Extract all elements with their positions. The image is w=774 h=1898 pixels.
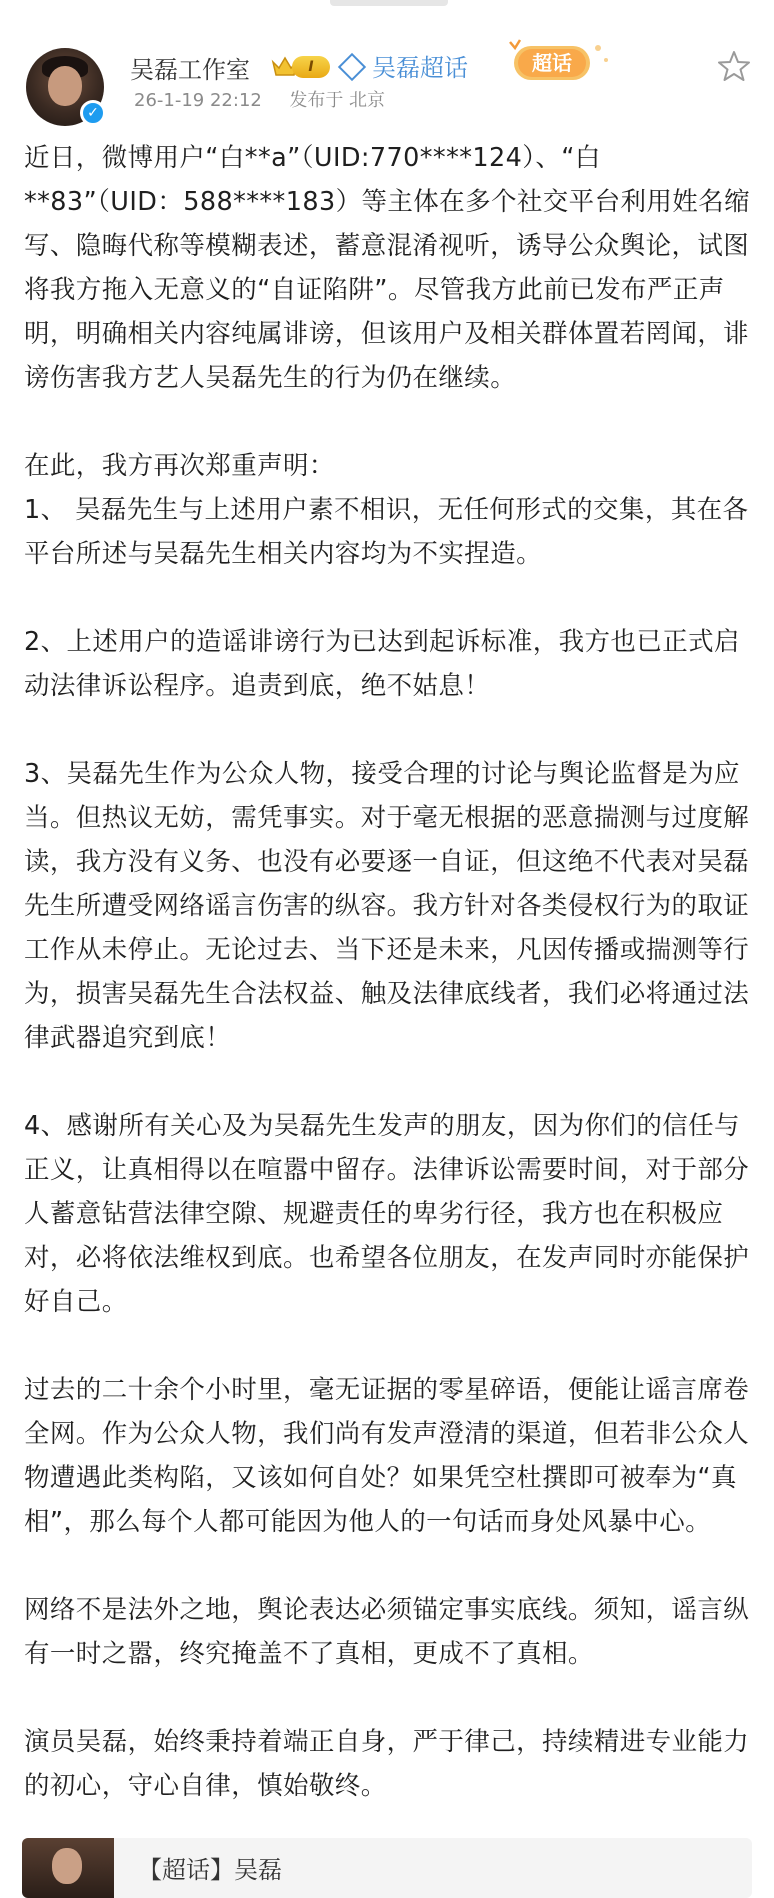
paragraph: 2、上述用户的造谣诽谤行为已达到起诉标准，我方也已正式启动法律诉讼程序。追责到底，绝不姑息！ [24,627,740,701]
paragraph: 在此，我方再次郑重声明： [24,451,335,481]
paragraph: 网络不是法外之地，舆论表达必须锚定事实底线。须知，谣言纵有一时之嚣，终究掩盖不了真相，更成不了真相。 [24,1595,750,1669]
post-meta [134,86,385,112]
paragraph: 4、感谢所有关心及为吴磊先生发声的朋友，因为你们的信任与正义，让真相得以在喧嚣中留存。法律诉讼需要时间，对于部分人蓄意钻营法律空隙、规避责任的卑劣行径，我方也在积极应对，必将依法维权到底。也希望各位朋友，在发声同时亦能保护好自己。 [24,1111,750,1317]
post-body [24,136,760,1808]
username[interactable]: 吴磊工作室 [130,56,250,84]
star-icon[interactable] [718,50,750,82]
paragraph: 过去的二十余个小时里，毫无证据的零星碎语，便能让谣言席卷全网。作为公众人物，我们尚有发声澄清的渠道，但若非公众人物遭遇此类构陷，又该如何自处？如果凭空杜撰即可被奉为“真相”，那么每个人都可能因为他人的一句话而身处风暴中心。 [24,1375,750,1537]
chaohua-card[interactable] [22,1838,752,1898]
post-timestamp: 26-1-19 22:12 [134,90,262,111]
chaohua-stamp-icon[interactable] [506,36,622,88]
post-location: 发布于 北京 [289,90,386,111]
top-grab-handle [330,0,448,6]
paragraph: 演员吴磊，始终秉持着端正自身，严于律己，持续精进专业能力的初心，守心自律，慎始敬终。 [24,1727,750,1801]
paragraph: 近日，微博用户“白**a”（UID:770****124）、“白**83”（UID：588****183）等主体在多个社交平台利用姓名缩写、隐晦代称等模糊表述，蓄意混淆视听，诱导公众舆论，试图将我方拖入无意义的“自证陷阱”。尽管我方此前已发布严正声明，明确相关内容纯属诽谤，但该用户及相关群体置若罔闻，诽谤伤害我方艺人吴磊先生的行为仍在继续。 [24,143,750,393]
paragraph: 1、 吴磊先生与上述用户素不相识，无任何形式的交集，其在各平台所述与吴磊先生相关内容均为不实捏造。 [24,495,749,569]
card-thumbnail [22,1838,114,1898]
verified-icon: ✓ [80,100,106,126]
level-badge: I [292,56,330,78]
chaohua-link-label: 吴磊超话 [372,54,468,82]
paragraph: 3、吴磊先生作为公众人物，接受合理的讨论与舆论监督是为应当。但热议无妨，需凭事实。对于毫无根据的恶意揣测与过度解读，我方没有义务、也没有必要逐一自证，但这绝不代表对吴磊先生所遭受网络谣言伤害的纵容。我方针对各类侵权行为的取证工作从未停止。无论过去、当下还是未来，凡因传播或揣测等行为，损害吴磊先生合法权益、触及法律底线者，我们必将通过法律武器追究到底！ [24,759,750,1053]
card-thumbnail-face [52,1848,82,1884]
diamond-icon [338,53,366,81]
chaohua-link[interactable] [338,48,468,83]
avatar-face [48,66,82,106]
chaohua-stamp-label: 超话 [532,51,572,75]
card-title: 【超话】吴磊 [138,1856,282,1884]
post-header [26,48,750,134]
